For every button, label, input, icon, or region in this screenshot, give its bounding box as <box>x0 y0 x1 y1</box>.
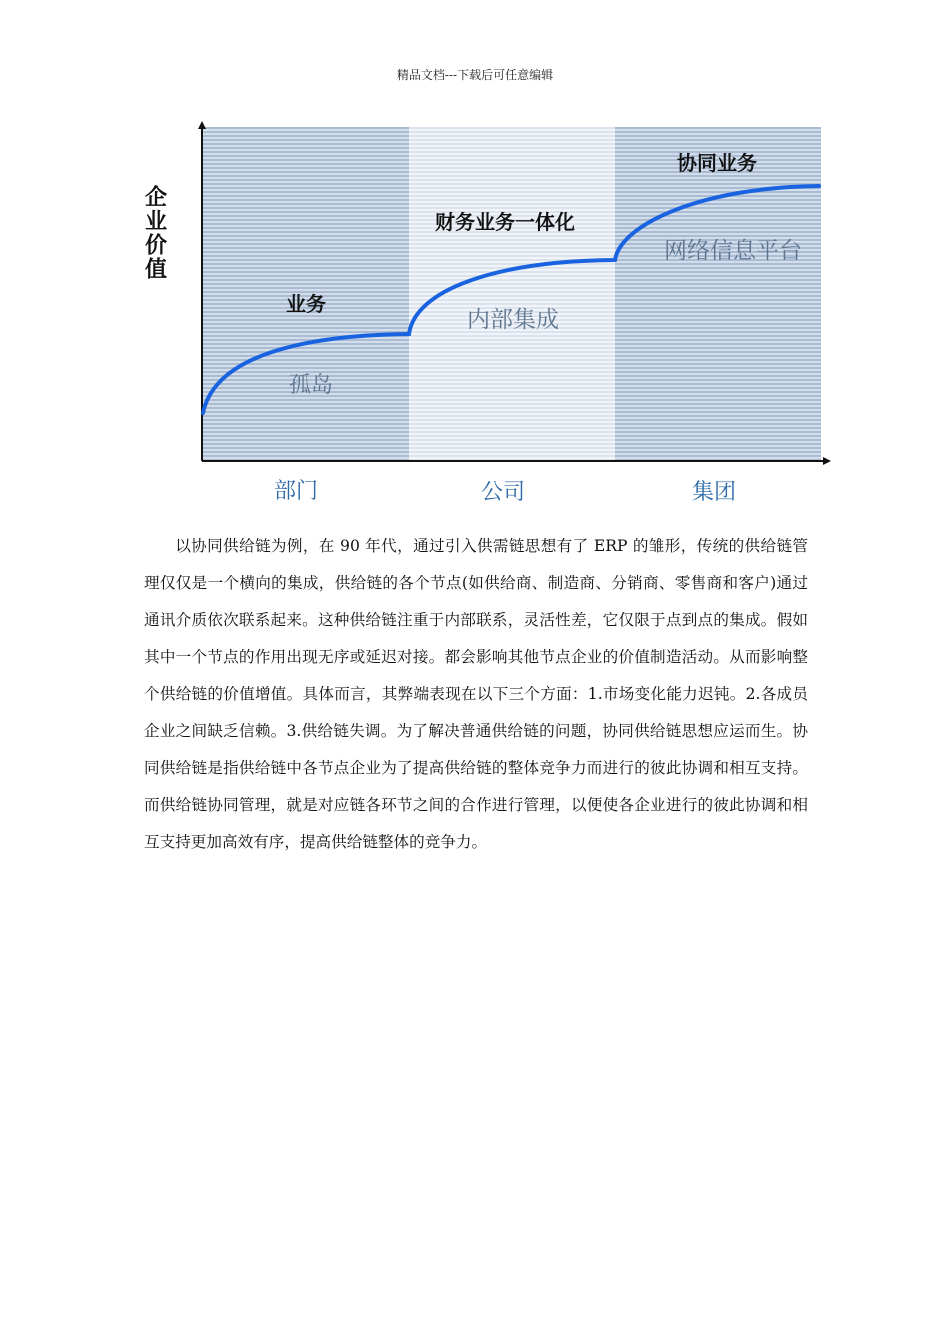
value-stage-diagram <box>135 115 835 515</box>
stage-title-2: 财务业务一体化 <box>435 210 575 234</box>
x-axis-arrow <box>823 457 831 465</box>
x-label-3: 集团 <box>691 480 737 505</box>
x-label-1: 部门 <box>273 479 319 504</box>
body-paragraph: 以协同供给链为例，在 90 年代，通过引入供需链思想有了 ERP 的雏形，传统的供给链管理仅仅是一个横向的集成，供给链的各个节点(如供给商、制造商、分销商、零售商和客户)通过通讯介质依次联系起来。这种供给链注重于内部联系，灵活性差，它仅限于点到点的集成。假如其中一个节点的作用出现无序或延迟对接。都会影响其他节点企业的价值制造活动。从而影响整个供给链的价值增值。具体而言，其弊端表现在以下三个方面：1.市场变化能力迟钝。2.各成员企业之间缺乏信赖。3.供给链失调。为了解决普通供给链的问题，协同供给链思想应运而生。协同供给链是指供给链中各节点企业为了提高供给链的整体竞争力而进行的彼此协调和相互支持。而供给链协同管理，就是对应链各环节之间的合作进行管理，以便使各企业进行的彼此协调和相互支持更加高效有序，提高供给链整体的竞争力。 <box>144 537 808 851</box>
page-header: 精品文档---下载后可任意编辑 <box>396 68 554 82</box>
stage-title-3: 协同业务 <box>677 151 757 175</box>
stage-subtitle-2: 内部集成 <box>467 307 559 332</box>
stage-title-1: 业务 <box>286 292 326 316</box>
y-axis-arrow <box>198 121 206 129</box>
stage-subtitle-3: 网络信息平台 <box>664 238 802 263</box>
y-axis-label: 企业价值 <box>142 185 168 281</box>
stage-subtitle-1: 孤岛 <box>288 372 334 397</box>
zone-bg-3 <box>615 127 821 460</box>
x-label-2: 公司 <box>480 480 526 505</box>
